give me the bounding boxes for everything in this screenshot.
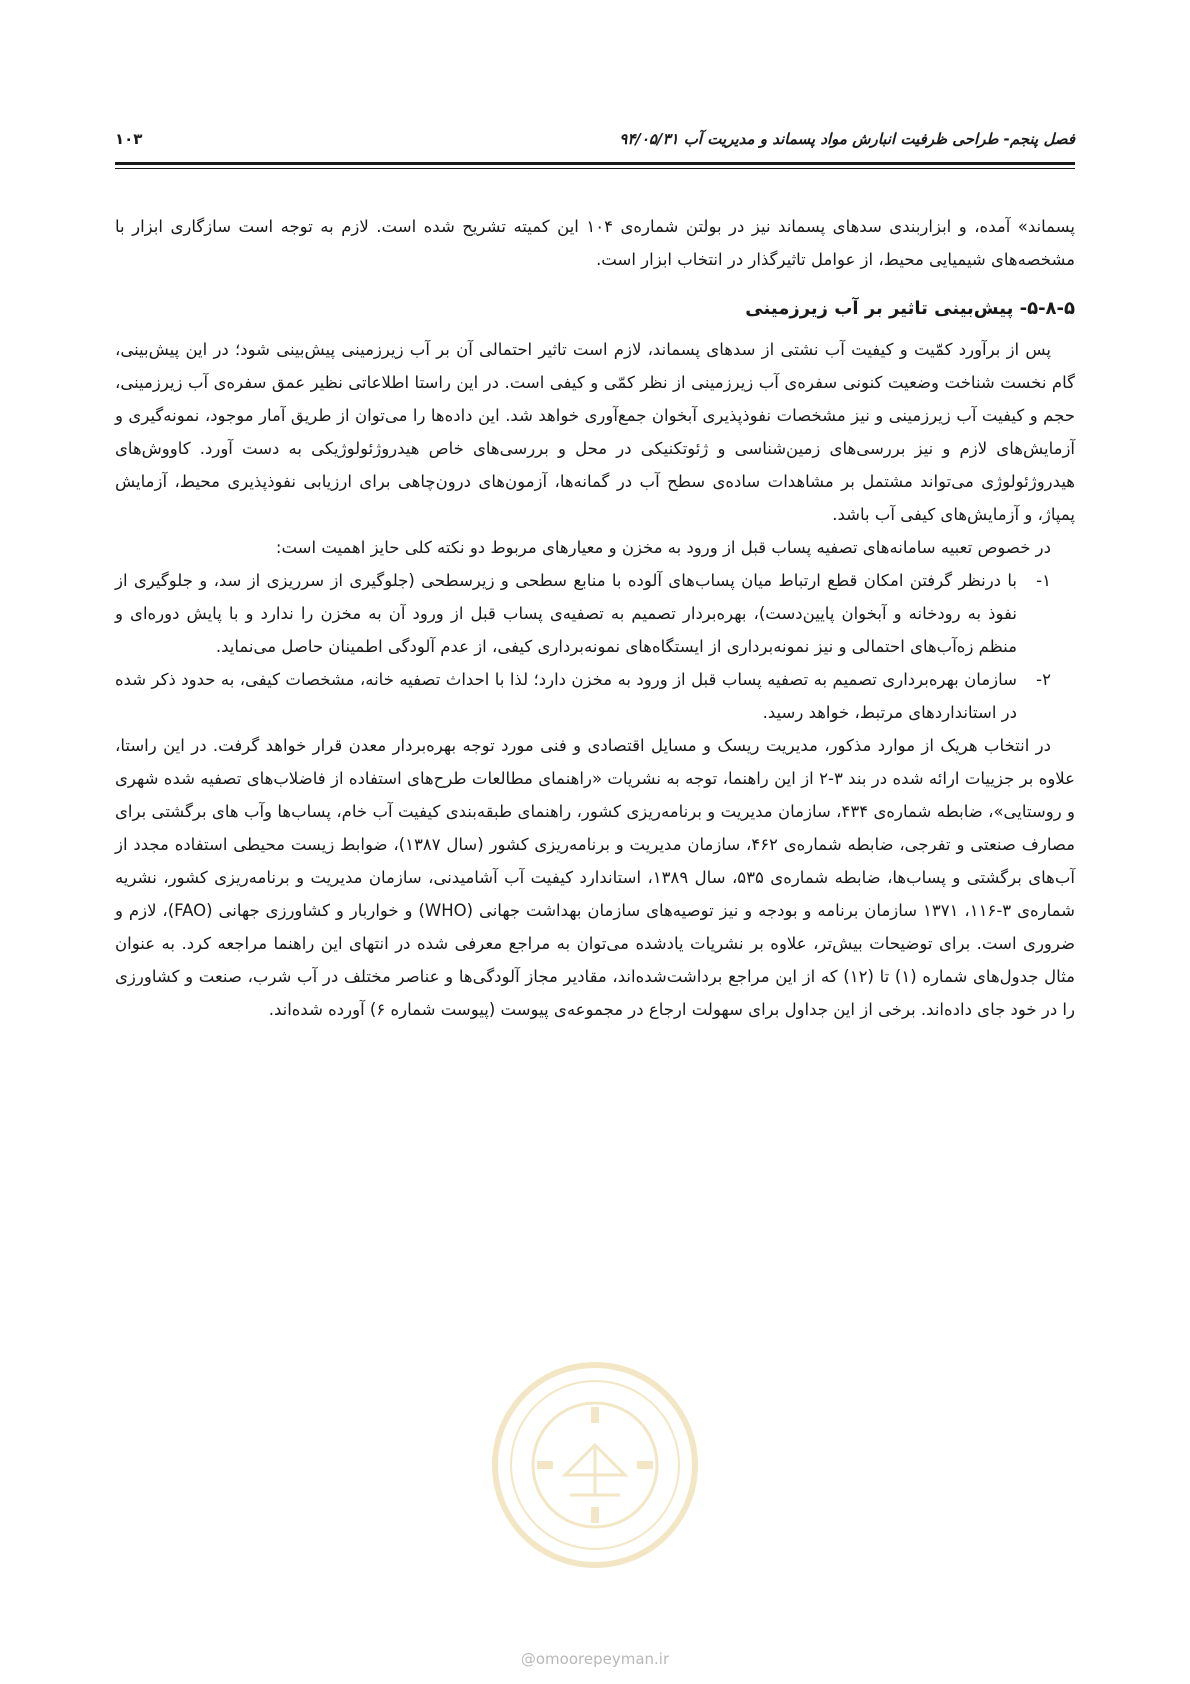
- list-intro: در خصوص تعبیه سامانه‌های تصفیه پساب قبل از ورود به مخزن و معیارهای مربوط دو نکته کلی حایز اهمیت است:: [275, 538, 1051, 557]
- list-item: [115, 564, 1075, 663]
- page-body: [115, 210, 1075, 1026]
- paragraph-standards: در انتخاب هریک از موارد مذکور، مدیریت ریسک و مسایل اقتصادی و فنی مورد توجه بهره‌بردار معدن قرار خواهد گرفت. در این راستا، علاوه بر جزییات ارائه شده در بند ۳-۲ از این راهنما، توجه به نشریات «راهنمای مطالعات طرح‌های استفاده از فاضلاب‌های تصفیه شده شهری و روستایی»، ضابطه شماره‌ی ۴۳۴، سازمان مدیریت و برنامه‌ریزی کشور، راهنمای طبقه‌بندی کیفیت آب خام، پساب‌ها وآب های برگشتی برای مصارف صنعتی و تفرجی، ضابطه شماره‌ی ۴۶۲، سازمان مدیریت و برنامه‌ریزی کشور (سال ۱۳۸۷)، ضوابط زیست محیطی استفاده مجدد از آب‌های برگشتی و پساب‌ها، ضابطه شماره‌ی ۵۳۵، سال ۱۳۸۹، استاندارد کیفیت آب آشامیدنی، سازمان مدیریت و برنامه‌ریزی کشور، نشریه شماره‌ی ۳-۱۱۶، ۱۳۷۱ سازمان برنامه و بودجه و نیز توصیه‌های سازمان بهداشت جهانی (WHO) و خواربار و کشاورزی جهانی (FAO)، لازم و ضروری است. برای توضیحات بیش‌تر، علاوه بر نشریات یادشده می‌توان به مراجع معرفی شده در انتهای این راهنما مراجعه کرد. به عنوان مثال جدول‌های شماره (۱) تا (۱۲) که از این مراجع برداشت‌شده‌اند، مقادیر مجاز آلودگی‌ها و عناصر مختلف در آب شرب، صنعت و کشاورزی را در خود جای داده‌اند. برخی از این جداول برای سهولت ارجاع در مجموعه‌ی پیوست (پیوست شماره ۶) آورده شده‌اند.: [115, 736, 1076, 1019]
- footer-site-url: @omoorepeyman.ir: [520, 1650, 670, 1668]
- paragraph-groundwater: پس از برآورد کمّیت و کیفیت آب نشتی از سدهای پسماند، لازم است تاثیر احتمالی آن بر آب زیرزمینی پیش‌بینی شود؛ در این پیش‌بینی، گام نخست شناخت وضعیت کنونی سفره‌ی آب زیرزمینی از نظر کمّی و کیفی است. در این راستا اطلاعاتی نظیر عمق سفره‌ی آب زیرزمینی، حجم و کیفیت آب زیرزمینی و نیز مشخصات نفوذپذیری آبخوان جمع‌آوری خواهد شد. این داده‌ها را می‌توان از طریق آمار موجود، نمونه‌گیری و آزمایش‌های لازم و نیز بررسی‌های زمین‌شناسی و ژئوتکنیکی در محل و بررسی‌های خاص هیدروژئولوژیکی به دست آورد. کاووش‌های هیدروژئولوژی می‌تواند مشتمل بر مشاهدات ساده‌ی سطح آب در گمانه‌ها، آزمون‌های درون‌چاهی برای ارزیابی نفوذپذیری محیط، آزمایش پمپاژ، و آزمایش‌های کیفی آب باشد.: [115, 340, 1075, 524]
- list-item-text: سازمان بهره‌برداری تصمیم به تصفیه پساب قبل از ورود به مخزن دارد؛ لذا با احداث تصفیه خانه، مشخصات کیفی، به حدود ذکر شده در استانداردهای مرتبط، خواهد رسید.: [115, 670, 1017, 722]
- list-item-text: با درنظر گرفتن امکان قطع ارتباط میان پساب‌های آلوده با منابع سطحی و زیرسطحی (جلوگیری از سرریزی از سد، و جلوگیری از نفوذ به رودخانه و آبخوان پایین‌دست)، بهره‌بردار تصمیم به تصفیه‌ی پساب قبل از ورود آن به مخزن را ندارد و با پایش دوره‌ای و منظم زه‌آب‌های احتمالی و نیز نمونه‌برداری از ایستگاه‌های نمونه‌برداری کیفی، از عدم آلودگی اطمینان حاصل می‌نماید.: [115, 571, 1017, 656]
- list-item: [115, 663, 1075, 729]
- running-title: فصل پنجم- طراحی ظرفیت انبارش مواد پسماند و مدیریت آب ۹۴/۰۵/۳۱: [619, 130, 1075, 148]
- list-item-number: ۱-: [1036, 571, 1051, 590]
- header-rule-thick: [115, 162, 1075, 165]
- section-heading: ۵-۸-۵- پیش‌بینی تاثیر بر آب زیرزمینی: [745, 298, 1075, 319]
- list-item-number: ۲-: [1036, 670, 1051, 689]
- continued-paragraph: پسماند» آمده، و ابزاربندی سدهای پسماند نیز در بولتن شماره‌ی ۱۰۴ این کمیته تشریح شده است. لازم به توجه است سازگاری ابزار با مشخصه‌های شیمیایی محیط، از عوامل تاثیرگذار در انتخاب ابزار است.: [115, 217, 1075, 269]
- numbered-list: [115, 564, 1075, 729]
- page-number: ۱۰۳: [115, 130, 143, 148]
- seal-watermark-icon: [485, 1355, 705, 1575]
- page-header: [115, 130, 1075, 158]
- header-rule-thin: [115, 168, 1075, 169]
